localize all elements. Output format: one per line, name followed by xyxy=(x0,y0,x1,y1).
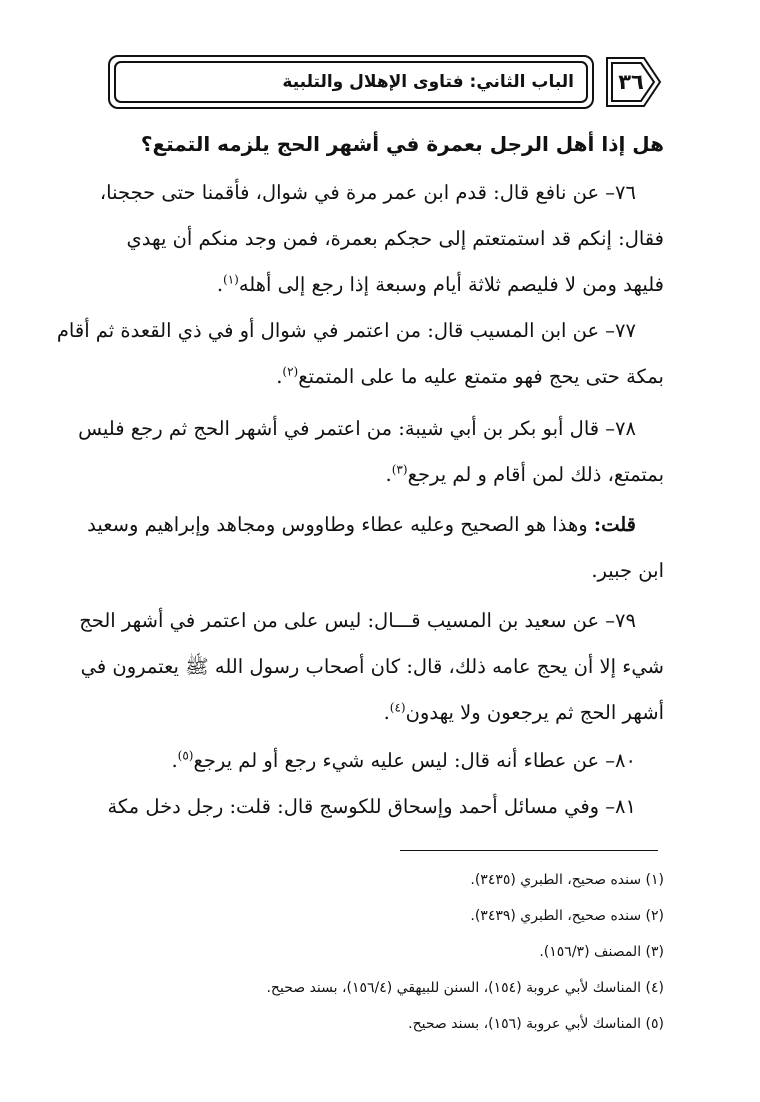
footnote: (٥) المناسك لأبي عروبة (١٥٦)، بسند صحيح. xyxy=(408,1016,664,1032)
narration-79: ٧٩– عن سعيد بن المسيب قـــال: ليس على من اعتمر في أشهر الحج شيء إلا أن يحج عامه ذلك، قال: كان أصحاب رسول الله ﷺ يعتمرون في أشهر الحج ثم يرجعون ولا يهدون$^{(٤)}$. xyxy=(76,598,664,736)
text-line: شيء إلا أن يحج عامه ذلك، قال: كان أصحاب رسول الله ﷺ يعتمرون في xyxy=(80,655,664,678)
author-comment xyxy=(76,502,664,594)
footnote: (٣) المصنف (١٥٦/٣). xyxy=(539,944,664,960)
footnote-separator xyxy=(400,850,658,851)
section-question-heading: هل إذا أهل الرجل بعمرة في أشهر الحج يلزمه التمتع؟ xyxy=(140,132,664,156)
chapter-title-frame xyxy=(108,55,594,109)
footnote-ref: (٣) xyxy=(391,462,408,477)
text-line: ٧٨– قال أبو بكر بن أبي شيبة: من اعتمر في أشهر الحج ثم رجع فليس xyxy=(78,417,636,440)
narration-77: ٧٧– عن ابن المسيب قال: من اعتمر في شوال أو في ذي القعدة ثم أقام بمكة حتى يحج فهو متمتع عليه ما على المتمتع$^{(٢)}$. xyxy=(76,308,664,400)
footnote: (٢) سنده صحيح، الطبري (٣٤٣٩). xyxy=(470,908,664,924)
text-line: ٧٧– عن ابن المسيب قال: من اعتمر في شوال أو في ذي القعدة ثم أقام xyxy=(56,319,636,342)
narration-80: ٨٠– عن عطاء أنه قال: ليس عليه شيء رجع أو لم يرجع$^{(٥)}$. xyxy=(171,748,636,772)
text-line: وهذا هو الصحيح وعليه عطاء وطاووس ومجاهد وإبراهيم وسعيد xyxy=(87,513,594,536)
text-line: بمتمتع، ذلك لمن أقام و لم يرجع xyxy=(407,463,664,486)
narration-78: ٧٨– قال أبو بكر بن أبي شيبة: من اعتمر في أشهر الحج ثم رجع فليس بمتمتع، ذلك لمن أقام و لم يرجع$^{(٣)}$. xyxy=(76,406,664,498)
footnote: (٤) المناسك لأبي عروبة (١٥٤)، السنن للبيهقي (١٥٦/٤)، بسند صحيح. xyxy=(266,980,664,996)
text-line: بمكة حتى يحج فهو متمتع عليه ما على المتمتع xyxy=(298,365,664,388)
chapter-title: الباب الثاني: فتاوى الإهلال والتلبية xyxy=(282,72,574,92)
text-line: ابن جبير. xyxy=(591,559,664,582)
text-line: فقال: إنكم قد استمتعتم إلى حجكم بعمرة، فمن وجد منكم أن يهدي xyxy=(126,227,664,250)
footnote-ref: (١) xyxy=(223,272,239,287)
footnotes xyxy=(104,862,664,1042)
footnote: (١) سنده صحيح، الطبري (٣٤٣٥). xyxy=(470,872,664,888)
narration-76: ٧٦– عن نافع قال: قدم ابن عمر مرة في شوال، فأقمنا حتى حججنا، فقال: إنكم قد استمتعتم إلى حجكم بعمرة، فمن وجد منكم أن يهدي فليهد ومن لا فليصم ثلاثة أيام وسبعة إذا رجع إلى أهله$^{(١)}$. xyxy=(76,170,664,308)
footnote-ref: (٢) xyxy=(282,364,299,379)
footnote-ref: (٥) xyxy=(177,748,194,763)
text-line: ٧٩– عن سعيد بن المسيب قـــال: ليس على من اعتمر في أشهر الحج xyxy=(79,609,636,632)
text-line: ٨١– وفي مسائل أحمد وإسحاق للكوسج قال: قلت: رجل دخل مكة xyxy=(107,795,636,818)
text-line: ٧٦– عن نافع قال: قدم ابن عمر مرة في شوال، فأقمنا حتى حججنا، xyxy=(99,181,636,204)
page-number: ٣٦ xyxy=(618,70,644,94)
page-number-badge xyxy=(604,55,664,109)
text-line: ٨٠– عن عطاء أنه قال: ليس عليه شيء رجع أو لم يرجع xyxy=(193,749,636,772)
footnote-ref: (٤) xyxy=(389,700,406,715)
comment-lead: قلت: xyxy=(593,513,636,536)
narration-81 xyxy=(76,784,664,830)
text-line: أشهر الحج ثم يرجعون ولا يهدون xyxy=(405,701,664,724)
text-line: فليهد ومن لا فليصم ثلاثة أيام وسبعة إذا رجع إلى أهله xyxy=(238,273,664,296)
page-header xyxy=(108,55,664,113)
